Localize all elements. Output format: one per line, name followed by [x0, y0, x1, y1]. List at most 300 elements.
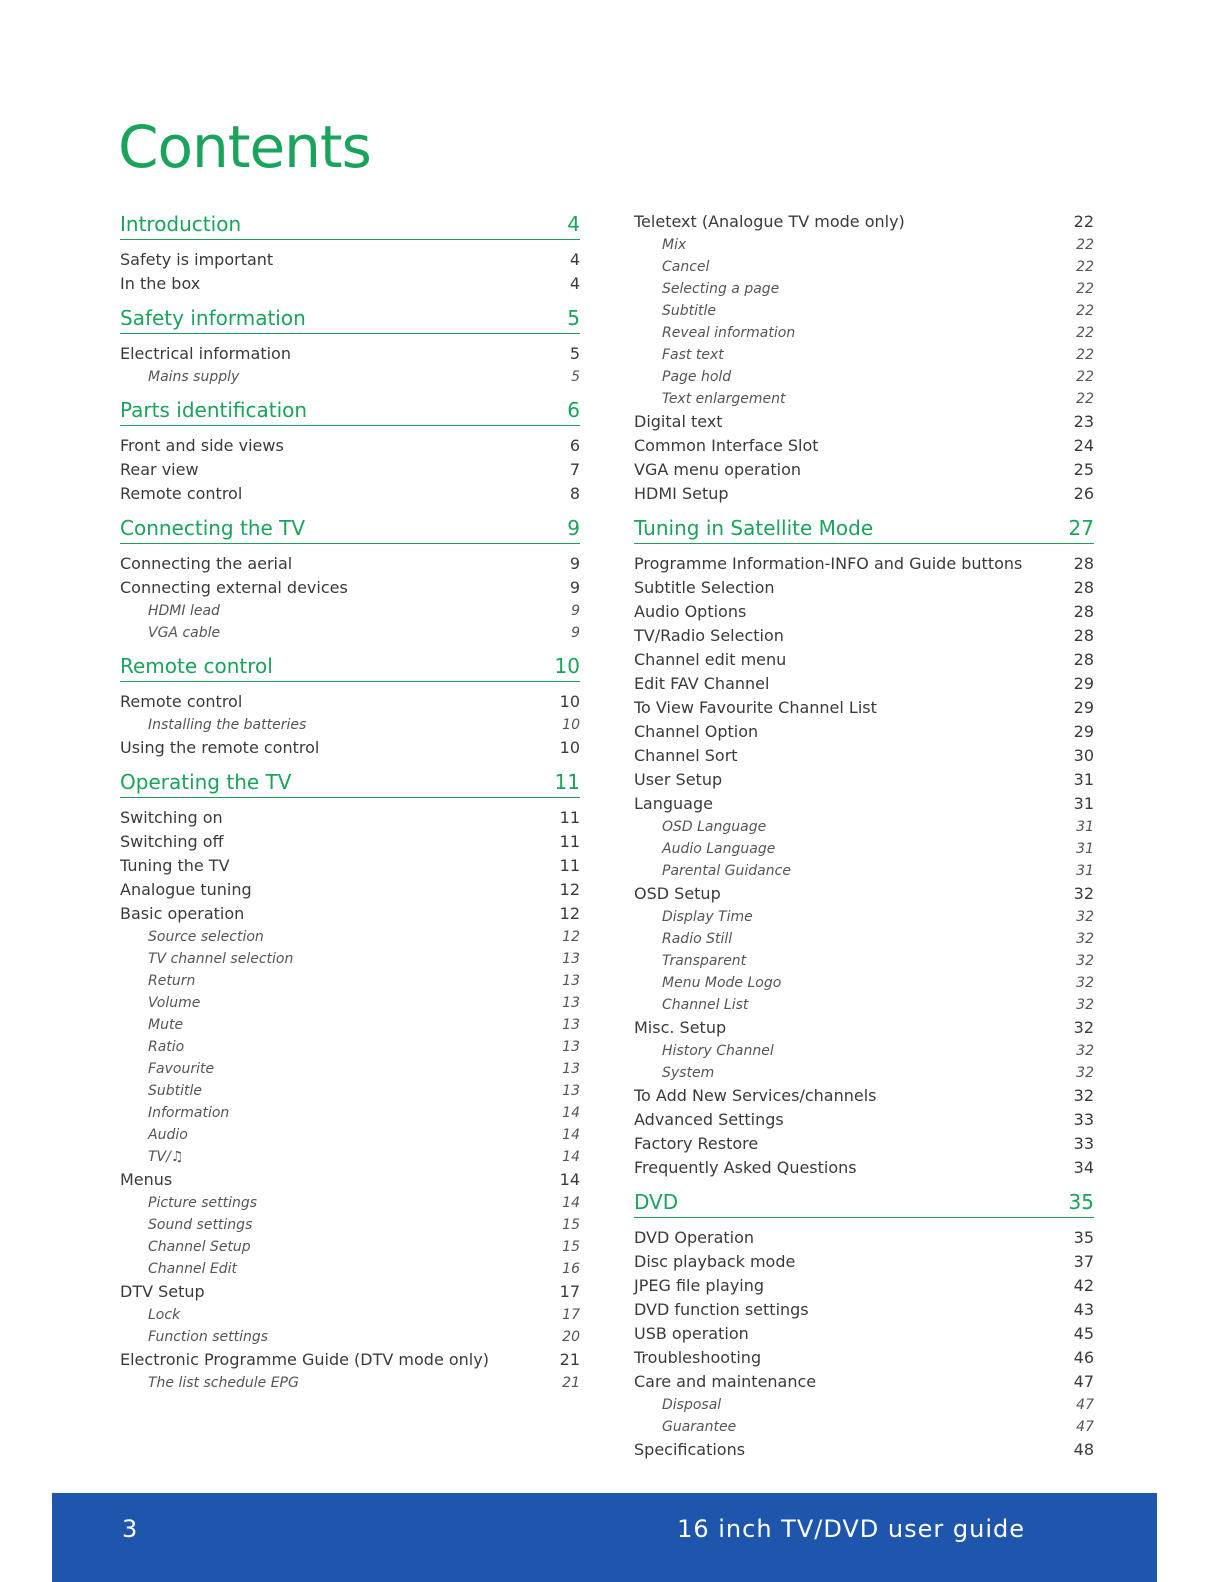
toc-subentry	[120, 1036, 580, 1058]
entry-page-number: 14	[559, 1170, 580, 1189]
entry-page-number: 4	[569, 274, 580, 293]
entry-page-number: 22	[1076, 281, 1094, 297]
entry-label: Channel Setup	[148, 1239, 251, 1255]
toc-subentry	[634, 950, 1094, 972]
section-heading	[634, 514, 1094, 544]
toc-entry	[634, 792, 1094, 816]
entry-page-number: 31	[1076, 819, 1094, 835]
entry-label: Factory Restore	[634, 1134, 759, 1153]
toc-subentry	[120, 1192, 580, 1214]
entry-label: Subtitle	[148, 1083, 203, 1099]
toc-entry	[634, 552, 1094, 576]
entry-label: Electronic Programme Guide (DTV mode only)	[120, 1350, 489, 1369]
entry-label: TV/♫	[148, 1149, 184, 1165]
entry-page-number: 29	[1073, 674, 1094, 693]
entry-page-number: 12	[562, 929, 580, 945]
toc-subentry	[120, 1124, 580, 1146]
entry-label: Lock	[148, 1307, 181, 1323]
toc-entry	[634, 672, 1094, 696]
entry-label: Subtitle	[662, 303, 717, 319]
toc-entry	[120, 1280, 580, 1304]
entry-label: DTV Setup	[120, 1282, 205, 1301]
toc-left-column	[120, 210, 580, 1394]
toc-subentry	[120, 1146, 580, 1168]
toc-entry	[634, 1298, 1094, 1322]
entry-label: Advanced Settings	[634, 1110, 784, 1129]
toc-entry	[634, 1108, 1094, 1132]
entry-label: Parental Guidance	[662, 863, 791, 879]
entry-label: Favourite	[148, 1061, 215, 1077]
entry-page-number: 32	[1076, 953, 1094, 969]
entry-page-number: 5	[569, 344, 580, 363]
toc-subentry	[634, 1394, 1094, 1416]
entry-label: HDMI lead	[148, 603, 220, 619]
entry-page-number: 14	[562, 1195, 580, 1211]
toc-entry	[634, 768, 1094, 792]
entry-page-number: 11	[559, 832, 580, 851]
toc-subentry	[634, 344, 1094, 366]
entry-label: DVD function settings	[634, 1300, 809, 1319]
toc-entry	[634, 1370, 1094, 1394]
toc-entry	[634, 624, 1094, 648]
entry-page-number: 31	[1073, 770, 1094, 789]
toc-subentry	[120, 1304, 580, 1326]
entry-label: Common Interface Slot	[634, 436, 819, 455]
entry-page-number: 32	[1076, 909, 1094, 925]
toc-entry	[120, 434, 580, 458]
toc-subentry	[634, 972, 1094, 994]
entry-page-number: 12	[559, 904, 580, 923]
entry-page-number: 47	[1073, 1372, 1094, 1391]
entry-label: In the box	[120, 274, 201, 293]
toc-subentry	[634, 906, 1094, 928]
entry-label: Frequently Asked Questions	[634, 1158, 857, 1177]
entry-label: Basic operation	[120, 904, 245, 923]
entry-page-number: 32	[1076, 931, 1094, 947]
entry-label: Channel edit menu	[634, 650, 787, 669]
toc-entry	[120, 248, 580, 272]
entry-page-number: 9	[569, 578, 580, 597]
entry-label: Connecting external devices	[120, 578, 348, 597]
section-heading	[120, 304, 580, 334]
entry-page-number: 33	[1073, 1134, 1094, 1153]
toc-subentry	[120, 600, 580, 622]
entry-label: Fast text	[662, 347, 724, 363]
toc-subentry	[634, 300, 1094, 322]
entry-page-number: 22	[1076, 325, 1094, 341]
entry-label: To Add New Services/channels	[634, 1086, 877, 1105]
toc-entry	[120, 1168, 580, 1192]
toc-entry	[120, 552, 580, 576]
toc-entry	[634, 410, 1094, 434]
toc-entry	[120, 576, 580, 600]
entry-label: Ratio	[148, 1039, 185, 1055]
toc-entry	[634, 1322, 1094, 1346]
toc-entry	[120, 1348, 580, 1372]
entry-label: Troubleshooting	[634, 1348, 762, 1367]
entry-label: HDMI Setup	[634, 484, 729, 503]
entry-label: Reveal information	[662, 325, 796, 341]
entry-page-number: 23	[1073, 412, 1094, 431]
entry-page-number: 33	[1073, 1110, 1094, 1129]
toc-subentry	[120, 1258, 580, 1280]
entry-page-number: 22	[1076, 347, 1094, 363]
entry-label: Channel Edit	[148, 1261, 238, 1277]
entry-page-number: 37	[1073, 1252, 1094, 1271]
toc-subentry	[634, 994, 1094, 1016]
entry-label: Introduction	[120, 212, 242, 236]
toc-entry	[120, 854, 580, 878]
entry-label: Guarantee	[662, 1419, 737, 1435]
toc-subentry	[120, 1326, 580, 1348]
toc-entry	[634, 1084, 1094, 1108]
toc-entry	[634, 648, 1094, 672]
entry-page-number: 22	[1073, 212, 1094, 231]
toc-entry	[634, 576, 1094, 600]
entry-label: Channel Sort	[634, 746, 738, 765]
entry-page-number: 24	[1073, 436, 1094, 455]
entry-label: Remote control	[120, 692, 243, 711]
toc-subentry	[634, 278, 1094, 300]
entry-label: Safety is important	[120, 250, 274, 269]
entry-page-number: 13	[562, 1039, 580, 1055]
entry-label: Volume	[148, 995, 201, 1011]
entry-page-number: 13	[562, 1017, 580, 1033]
entry-label: Channel Option	[634, 722, 759, 741]
entry-label: DVD	[634, 1190, 679, 1214]
entry-page-number: 31	[1076, 863, 1094, 879]
entry-label: Audio Options	[634, 602, 747, 621]
entry-page-number: 17	[559, 1282, 580, 1301]
entry-page-number: 11	[559, 808, 580, 827]
entry-page-number: 31	[1073, 794, 1094, 813]
toc-entry	[634, 600, 1094, 624]
entry-page-number: 32	[1073, 1086, 1094, 1105]
footer-bar	[52, 1493, 1157, 1582]
section-heading	[120, 514, 580, 544]
entry-label: Picture settings	[148, 1195, 258, 1211]
entry-label: Remote control	[120, 654, 273, 678]
entry-page-number: 6	[569, 436, 580, 455]
entry-page-number: 14	[562, 1105, 580, 1121]
entry-label: TV/Radio Selection	[634, 626, 784, 645]
entry-label: Teletext (Analogue TV mode only)	[634, 212, 905, 231]
footer-page-number: 3	[122, 1515, 138, 1543]
toc-subentry	[120, 714, 580, 736]
section-heading	[120, 396, 580, 426]
toc-subentry	[120, 948, 580, 970]
toc-entry	[120, 878, 580, 902]
toc-entry	[634, 1132, 1094, 1156]
entry-page-number: 9	[571, 603, 580, 619]
entry-page-number: 32	[1073, 884, 1094, 903]
entry-page-number: 21	[559, 1350, 580, 1369]
entry-page-number: 13	[562, 995, 580, 1011]
entry-page-number: 22	[1076, 391, 1094, 407]
entry-page-number: 32	[1073, 1018, 1094, 1037]
toc-entry	[120, 830, 580, 854]
entry-page-number: 5	[571, 369, 580, 385]
entry-label: Audio	[148, 1127, 188, 1143]
entry-page-number: 29	[1073, 722, 1094, 741]
entry-page-number: 35	[1068, 1190, 1094, 1214]
entry-label: Tuning the TV	[120, 856, 230, 875]
toc-subentry	[120, 1080, 580, 1102]
entry-label: DVD Operation	[634, 1228, 755, 1247]
entry-label: VGA cable	[148, 625, 221, 641]
entry-page-number: 13	[562, 951, 580, 967]
entry-page-number: 46	[1073, 1348, 1094, 1367]
entry-label: Digital text	[634, 412, 723, 431]
entry-page-number: 47	[1076, 1397, 1094, 1413]
toc-subentry	[120, 992, 580, 1014]
entry-label: OSD Language	[662, 819, 767, 835]
toc-entry	[120, 902, 580, 926]
entry-label: Mute	[148, 1017, 184, 1033]
entry-page-number: 6	[567, 398, 580, 422]
entry-label: USB operation	[634, 1324, 749, 1343]
entry-page-number: 25	[1073, 460, 1094, 479]
toc-subentry	[634, 928, 1094, 950]
toc-entry	[634, 1274, 1094, 1298]
entry-label: TV channel selection	[148, 951, 294, 967]
entry-label: Transparent	[662, 953, 747, 969]
toc-subentry	[634, 838, 1094, 860]
entry-label: Switching on	[120, 808, 223, 827]
entry-label: To View Favourite Channel List	[634, 698, 877, 717]
toc-subentry	[120, 1372, 580, 1394]
entry-label: Electrical information	[120, 344, 291, 363]
entry-page-number: 32	[1076, 1043, 1094, 1059]
entry-page-number: 22	[1076, 259, 1094, 275]
toc-entry	[120, 458, 580, 482]
toc-entry	[634, 720, 1094, 744]
entry-label: Safety information	[120, 306, 306, 330]
entry-label: Source selection	[148, 929, 264, 945]
entry-page-number: 4	[567, 212, 580, 236]
page-title: Contents	[118, 113, 371, 181]
entry-page-number: 28	[1073, 554, 1094, 573]
entry-page-number: 14	[562, 1127, 580, 1143]
entry-label: Switching off	[120, 832, 224, 851]
entry-label: Parts identification	[120, 398, 308, 422]
entry-label: Disposal	[662, 1397, 722, 1413]
entry-label: Programme Information-INFO and Guide buttons	[634, 554, 1023, 573]
entry-label: Channel List	[662, 997, 749, 1013]
toc-entry	[634, 1156, 1094, 1180]
section-heading	[120, 210, 580, 240]
toc-entry	[634, 458, 1094, 482]
entry-label: History Channel	[662, 1043, 774, 1059]
toc-entry	[120, 342, 580, 366]
entry-page-number: 8	[569, 484, 580, 503]
entry-label: Remote control	[120, 484, 243, 503]
entry-page-number: 29	[1073, 698, 1094, 717]
entry-page-number: 4	[569, 250, 580, 269]
toc-subentry	[634, 256, 1094, 278]
entry-page-number: 20	[562, 1329, 580, 1345]
toc-entry	[120, 482, 580, 506]
toc-subentry	[634, 388, 1094, 410]
entry-page-number: 16	[562, 1261, 580, 1277]
entry-label: Text enlargement	[662, 391, 786, 407]
entry-page-number: 27	[1068, 516, 1094, 540]
toc-subentry	[120, 366, 580, 388]
toc-entry	[634, 1438, 1094, 1462]
entry-label: Mains supply	[148, 369, 240, 385]
section-heading	[120, 768, 580, 798]
entry-page-number: 31	[1076, 841, 1094, 857]
toc-subentry	[634, 234, 1094, 256]
toc-subentry	[120, 926, 580, 948]
entry-page-number: 45	[1073, 1324, 1094, 1343]
entry-label: Connecting the aerial	[120, 554, 293, 573]
entry-label: Display Time	[662, 909, 753, 925]
toc-entry	[634, 744, 1094, 768]
toc-entry	[634, 1346, 1094, 1370]
entry-page-number: 13	[562, 973, 580, 989]
entry-page-number: 43	[1073, 1300, 1094, 1319]
footer-guide-title: 16 inch TV/DVD user guide	[677, 1515, 1025, 1543]
entry-page-number: 22	[1076, 303, 1094, 319]
entry-page-number: 35	[1073, 1228, 1094, 1247]
entry-page-number: 47	[1076, 1419, 1094, 1435]
entry-page-number: 21	[562, 1375, 580, 1391]
entry-page-number: 28	[1073, 578, 1094, 597]
entry-label: OSD Setup	[634, 884, 721, 903]
entry-label: Page hold	[662, 369, 732, 385]
toc-subentry	[120, 1214, 580, 1236]
toc-subentry	[634, 366, 1094, 388]
toc-entry	[120, 806, 580, 830]
entry-label: Return	[148, 973, 196, 989]
toc-entry	[634, 1226, 1094, 1250]
toc-subentry	[120, 1102, 580, 1124]
entry-page-number: 13	[562, 1061, 580, 1077]
toc-subentry	[120, 622, 580, 644]
toc-subentry	[120, 1058, 580, 1080]
entry-label: Operating the TV	[120, 770, 292, 794]
entry-label: Using the remote control	[120, 738, 320, 757]
entry-page-number: 28	[1073, 626, 1094, 645]
entry-label: Misc. Setup	[634, 1018, 727, 1037]
entry-label: Rear view	[120, 460, 199, 479]
entry-page-number: 9	[567, 516, 580, 540]
entry-label: JPEG file playing	[634, 1276, 765, 1295]
toc-entry	[634, 482, 1094, 506]
toc-subentry	[120, 1014, 580, 1036]
entry-label: Audio Language	[662, 841, 776, 857]
entry-page-number: 9	[571, 625, 580, 641]
toc-entry	[120, 690, 580, 714]
toc-entry	[120, 272, 580, 296]
entry-label: VGA menu operation	[634, 460, 801, 479]
entry-page-number: 22	[1076, 237, 1094, 253]
entry-page-number: 15	[562, 1217, 580, 1233]
entry-label: Language	[634, 794, 713, 813]
entry-label: System	[662, 1065, 715, 1081]
entry-label: Information	[148, 1105, 230, 1121]
entry-page-number: 5	[567, 306, 580, 330]
entry-label: Disc playback mode	[634, 1252, 796, 1271]
entry-page-number: 7	[569, 460, 580, 479]
toc-entry	[634, 1250, 1094, 1274]
entry-page-number: 28	[1073, 602, 1094, 621]
entry-label: Care and maintenance	[634, 1372, 817, 1391]
entry-page-number: 14	[562, 1149, 580, 1165]
section-heading	[634, 1188, 1094, 1218]
entry-label: Menu Mode Logo	[662, 975, 782, 991]
entry-page-number: 28	[1073, 650, 1094, 669]
toc-subentry	[120, 1236, 580, 1258]
entry-page-number: 32	[1076, 975, 1094, 991]
entry-page-number: 34	[1073, 1158, 1094, 1177]
entry-page-number: 15	[562, 1239, 580, 1255]
toc-entry	[634, 882, 1094, 906]
entry-page-number: 13	[562, 1083, 580, 1099]
section-heading	[120, 652, 580, 682]
toc-entry	[634, 210, 1094, 234]
entry-label: Edit FAV Channel	[634, 674, 770, 693]
entry-label: Tuning in Satellite Mode	[634, 516, 874, 540]
entry-label: Cancel	[662, 259, 710, 275]
entry-label: Connecting the TV	[120, 516, 306, 540]
entry-page-number: 10	[562, 717, 580, 733]
entry-page-number: 17	[562, 1307, 580, 1323]
entry-page-number: 10	[554, 654, 580, 678]
toc-entry	[634, 434, 1094, 458]
entry-label: The list schedule EPG	[148, 1375, 299, 1391]
toc-subentry	[634, 1416, 1094, 1438]
entry-page-number: 32	[1076, 997, 1094, 1013]
entry-page-number: 11	[554, 770, 580, 794]
entry-label: Radio Still	[662, 931, 733, 947]
entry-label: Specifications	[634, 1440, 746, 1459]
entry-label: Front and side views	[120, 436, 284, 455]
entry-label: Mix	[662, 237, 687, 253]
entry-label: User Setup	[634, 770, 723, 789]
entry-label: Sound settings	[148, 1217, 253, 1233]
entry-label: Selecting a page	[662, 281, 780, 297]
toc-entry	[634, 696, 1094, 720]
toc-right-column	[634, 210, 1094, 1462]
entry-page-number: 9	[569, 554, 580, 573]
toc-entry	[634, 1016, 1094, 1040]
entry-page-number: 32	[1076, 1065, 1094, 1081]
entry-page-number: 26	[1073, 484, 1094, 503]
toc-subentry	[120, 970, 580, 992]
entry-page-number: 12	[559, 880, 580, 899]
entry-page-number: 10	[559, 692, 580, 711]
entry-page-number: 11	[559, 856, 580, 875]
toc-subentry	[634, 322, 1094, 344]
toc-subentry	[634, 816, 1094, 838]
entry-page-number: 10	[559, 738, 580, 757]
entry-label: Installing the batteries	[148, 717, 307, 733]
toc-subentry	[634, 860, 1094, 882]
toc-subentry	[634, 1040, 1094, 1062]
entry-label: Subtitle Selection	[634, 578, 775, 597]
toc-entry	[120, 736, 580, 760]
toc-subentry	[634, 1062, 1094, 1084]
entry-label: Menus	[120, 1170, 173, 1189]
entry-page-number: 30	[1073, 746, 1094, 765]
entry-label: Analogue tuning	[120, 880, 252, 899]
entry-page-number: 42	[1073, 1276, 1094, 1295]
entry-label: Function settings	[148, 1329, 269, 1345]
entry-page-number: 22	[1076, 369, 1094, 385]
entry-page-number: 48	[1073, 1440, 1094, 1459]
